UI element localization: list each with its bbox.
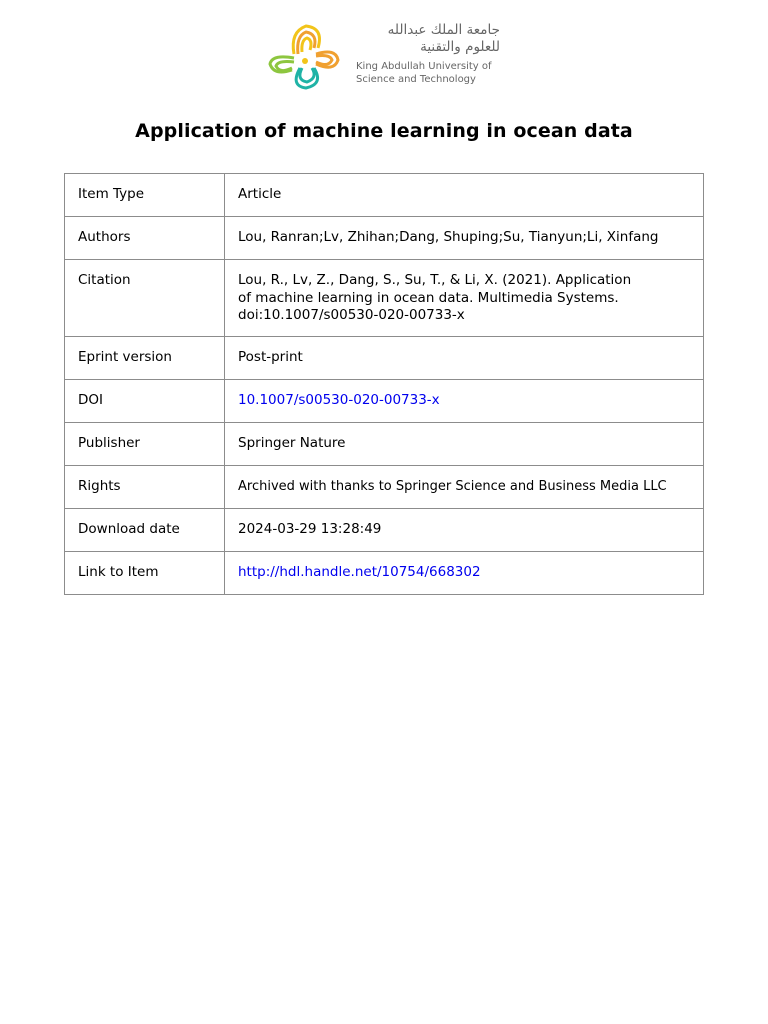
table-row (65, 509, 704, 552)
table-row (65, 260, 704, 337)
table-row (65, 217, 704, 260)
row-value-authors: Lou, Ranran;Lv, Zhihan;Dang, Shuping;Su, Tianyun;Li, Xinfang (225, 217, 704, 260)
kaust-emblem-icon (268, 24, 340, 90)
row-label-citation: Citation (65, 260, 225, 337)
doi-link[interactable]: 10.1007/s00530-020-00733-x (238, 392, 440, 408)
table-row (65, 174, 704, 217)
page-title: Application of machine learning in ocean data (135, 120, 633, 142)
citation-line: Lou, R., Lv, Z., Dang, S., Su, T., & Li, X. (2021). Application (238, 272, 632, 288)
table-row (65, 380, 704, 423)
row-label-item-type: Item Type (65, 174, 225, 217)
logo-arabic-line1: جامعة الملك عبدالله (387, 22, 500, 38)
citation-line: doi:10.1007/s00530-020-00733-x (238, 307, 465, 323)
row-label-download-date: Download date (65, 509, 225, 552)
row-label-link-to-item: Link to Item (65, 552, 225, 595)
university-logo (268, 22, 504, 92)
row-label-authors: Authors (65, 217, 225, 260)
logo-arabic-text (356, 22, 500, 56)
row-value-citation (225, 260, 704, 337)
row-value-rights: Archived with thanks to Springer Science and Business Media LLC (225, 466, 704, 509)
row-label-eprint-version: Eprint version (65, 337, 225, 380)
table-row (65, 337, 704, 380)
row-value-doi (225, 380, 704, 423)
row-label-publisher: Publisher (65, 423, 225, 466)
logo-arabic-line2: للعلوم والتقنية (420, 39, 500, 55)
row-value-link-to-item (225, 552, 704, 595)
table-row (65, 466, 704, 509)
citation-line: of machine learning in ocean data. Multimedia Systems. (238, 289, 619, 306)
table-row (65, 552, 704, 595)
row-value-publisher: Springer Nature (225, 423, 704, 466)
logo-english-line2: Science and Technology (356, 74, 476, 85)
logo-english-text (356, 60, 504, 86)
row-value-eprint-version: Post-print (225, 337, 704, 380)
table-row (65, 423, 704, 466)
row-value-item-type: Article (225, 174, 704, 217)
row-label-doi: DOI (65, 380, 225, 423)
row-value-download-date: 2024-03-29 13:28:49 (225, 509, 704, 552)
row-label-rights: Rights (65, 466, 225, 509)
item-handle-link[interactable]: http://hdl.handle.net/10754/668302 (238, 564, 481, 580)
logo-english-line1: King Abdullah University of (356, 61, 492, 72)
record-table (64, 173, 704, 595)
